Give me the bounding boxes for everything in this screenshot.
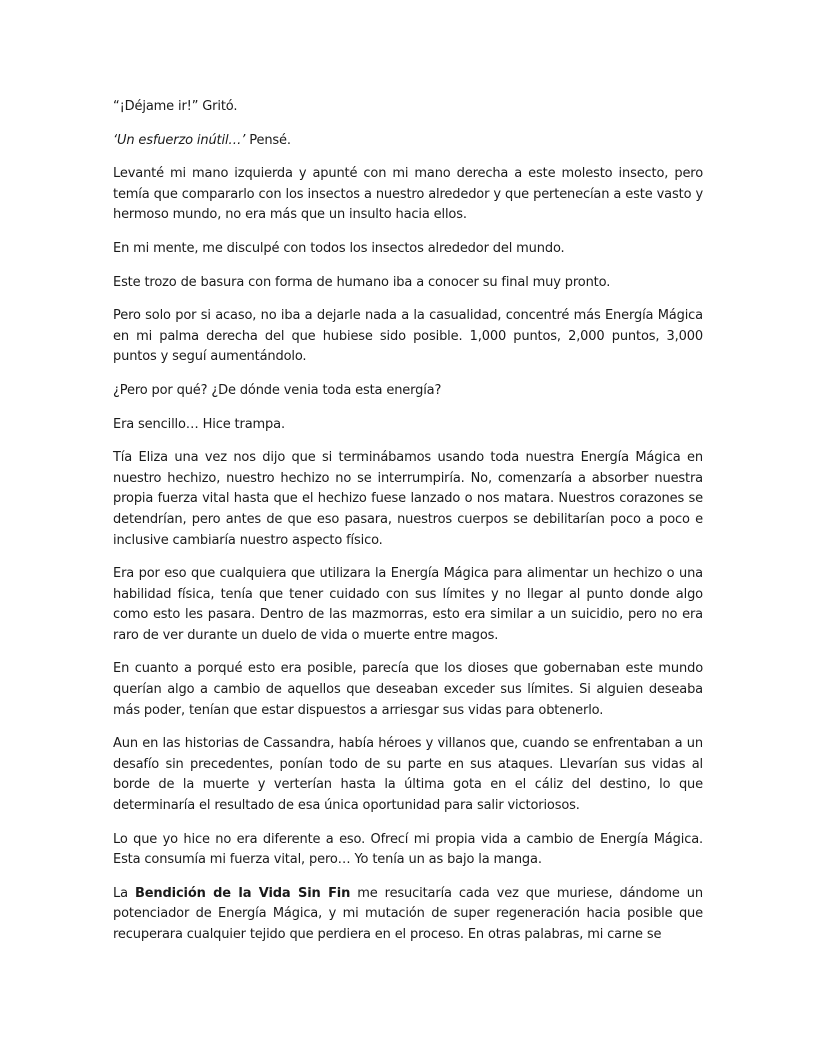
paragraph-text: Pensé. [245, 132, 291, 148]
paragraph-text: Era sencillo… Hice trampa. [113, 416, 285, 432]
paragraph [113, 306, 703, 368]
paragraph [113, 415, 703, 436]
paragraph [113, 564, 703, 646]
paragraph [113, 734, 703, 816]
paragraph-text: La [113, 885, 135, 901]
paragraph [113, 381, 703, 402]
paragraph [113, 273, 703, 294]
paragraph [113, 239, 703, 260]
paragraph-text: “¡Déjame ir!” Gritó. [113, 99, 238, 114]
paragraph [113, 131, 703, 152]
paragraph-text: Tía Eliza una vez nos dijo que si terminábamos usando toda nuestra Energía Mágica en nuestro hechizo, nuestro hechizo no se interrumpiría. No, comenzaría a absorber nuestra propia fuerza vital hasta que el hechizo fuese lanzado o nos matara. Nuestros corazones se detendrían, pero antes de que eso pasara, nuestros cuerpos se debilitarían poco a poco e inclusive cambiaría nuestro aspecto físico. [113, 450, 703, 548]
paragraph [113, 884, 703, 946]
paragraph-text: Este trozo de basura con forma de humano iba a conocer su final muy pronto. [113, 274, 611, 290]
paragraph-text: En cuanto a porqué esto era posible, parecía que los dioses que gobernaban este mundo querían algo a cambio de aquellos que deseaban exceder sus límites. Si alguien deseaba más poder, tenían que estar dispuestos a arriesgar sus vidas para obtenerlo. [113, 661, 703, 718]
paragraph-italic-text: ‘Un esfuerzo inútil…’ [113, 132, 246, 148]
paragraph-text: Era por eso que cualquiera que utilizara la Energía Mágica para alimentar un hechizo o una habilidad física, tenía que tener cuidado con sus límites y no llegar al punto donde algo como esto les pasara. Dentro de las mazmorras, esto era similar a un suicidio, pero no era raro de ver durante un duelo de vida o muerte entre magos. [113, 566, 703, 643]
paragraph-text: Levanté mi mano izquierda y apunté con mi mano derecha a este molesto insecto, pero temía que compararlo con los insectos a nuestro alrededor y que pertenecían a este vasto y hermoso mundo, no era más que un insulto hacia ellos. [113, 166, 703, 223]
paragraph [113, 659, 703, 721]
paragraph-text: ¿Pero por qué? ¿De dónde venia toda esta energía? [113, 382, 442, 398]
document-page [113, 97, 703, 959]
paragraph-text: me resucitaría cada vez que muriese, dándome un potenciador de Energía Mágica, y mi mutación de super regeneración hacia posible que recuperara cualquier tejido que perdiera en el proceso. En otras palabras, mi carne se [113, 885, 703, 942]
paragraph [113, 164, 703, 226]
paragraph [113, 830, 703, 871]
paragraph-text: Aun en las historias de Cassandra, había héroes y villanos que, cuando se enfrentaban a un desafío sin precedentes, ponían todo de su parte en sus ataques. Llevarían sus vidas al borde de la muerte y verterían hasta la última gota en el cáliz del destino, lo que determinaría el resultado de esa única oportunidad para salir victoriosos. [113, 736, 703, 814]
paragraph-text: Pero solo por si acaso, no iba a dejarle nada a la casualidad, concentré más Energía Mágica en mi palma derecha del que hubiese sido posible. 1,000 puntos, 2,000 puntos, 3,000 puntos y seguí aumentándolo. [113, 308, 703, 365]
paragraph-text: En mi mente, me disculpé con todos los insectos alrededor del mundo. [113, 240, 565, 256]
paragraph [113, 448, 703, 551]
paragraph-bold-text: Bendición de la Vida Sin Fin [134, 885, 351, 901]
paragraph-text: Lo que yo hice no era diferente a eso. Ofrecí mi propia vida a cambio de Energía Mágica. Esta consumía mi fuerza vital, pero… Yo tenía un as bajo la manga. [113, 831, 703, 868]
paragraph [113, 97, 703, 118]
